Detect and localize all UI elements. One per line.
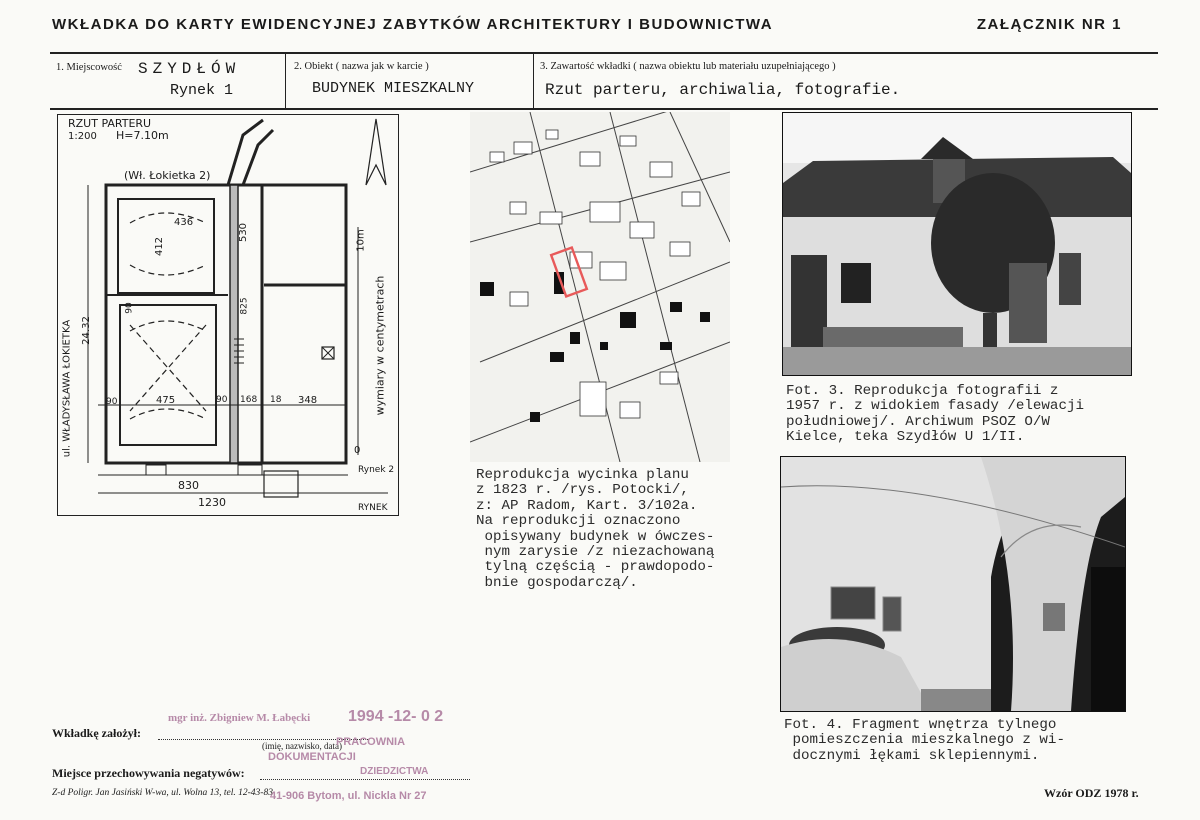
dim-label: 90 bbox=[106, 397, 118, 407]
floor-plan-svg bbox=[58, 115, 398, 515]
stamp-address: 41-906 Bytom, ul. Nickla Nr 27 bbox=[270, 790, 427, 802]
stamp-line: PRACOWNIA bbox=[336, 736, 406, 748]
dim-label: 18 bbox=[270, 395, 282, 405]
unit-note: wymiary w centymetrach bbox=[373, 275, 387, 416]
field-divider bbox=[533, 52, 534, 108]
dim-label: 475 bbox=[156, 395, 176, 406]
top-rule bbox=[50, 52, 1158, 54]
dim-label: 348 bbox=[298, 395, 318, 406]
photo-interior-svg bbox=[781, 457, 1125, 711]
dim-label: 830 bbox=[178, 479, 199, 492]
dim-label: 1230 bbox=[198, 496, 226, 509]
stamp-date: 1994 -12- 0 2 bbox=[348, 708, 444, 725]
address-value: Rynek 1 bbox=[170, 82, 234, 99]
dim-label: 436 bbox=[174, 217, 194, 228]
content-label: 3. Zawartość wkładki ( nazwa obiektu lub materiału uzupełniającego ) bbox=[540, 61, 836, 72]
locality-value: SZYDŁÓW bbox=[138, 60, 241, 78]
street-side-label: ul. WŁADYSŁAWA ŁOKIETKA bbox=[61, 319, 73, 458]
storage-line[interactable] bbox=[260, 779, 470, 780]
form-pattern: Wzór ODZ 1978 r. bbox=[1044, 786, 1139, 800]
storage-label: Miejsce przechowywania negatywów: bbox=[52, 766, 245, 780]
scale-bar-label: 10m bbox=[355, 229, 367, 252]
stamp-line: DOKUMENTACJI bbox=[268, 751, 356, 763]
floor-plan-drawing bbox=[57, 114, 399, 516]
content-value: Rzut parteru, archiwalia, fotografie. bbox=[545, 81, 901, 99]
dim-label: 90 bbox=[124, 302, 135, 314]
neighbour-label: (Wł. Łokietka 2) bbox=[124, 169, 211, 182]
stamp-line: DZIEDZICTWA bbox=[360, 766, 429, 777]
historic-map-svg bbox=[470, 112, 730, 462]
photo-facade-svg bbox=[783, 113, 1131, 375]
rynek2-label: Rynek 2 bbox=[358, 465, 395, 475]
plan-title: RZUT PARTERU bbox=[68, 117, 152, 130]
author-label: Wkładkę założył: bbox=[52, 726, 141, 740]
plan-scale: 1:200 bbox=[68, 131, 97, 142]
object-label: 2. Obiekt ( nazwa jak w karcie ) bbox=[294, 61, 429, 72]
printer-note: Z-d Poligr. Jan Jasiński W-wa, ul. Wolna 13, tel. 12-43-83 bbox=[52, 788, 273, 798]
attachment-number: ZAŁĄCZNIK NR 1 bbox=[976, 16, 1122, 33]
photo4-caption: Fot. 4. Fragment wnętrza tylnego pomieszczenia mieszkalnego z wi- docznymi łękami sklepiennymi. bbox=[784, 717, 1065, 764]
dim-label: 412 bbox=[154, 236, 166, 257]
dim-label: 825 bbox=[239, 297, 250, 315]
object-value: BUDYNEK MIESZKALNY bbox=[312, 80, 475, 97]
photo3-caption: Fot. 3. Reprodukcja fotografii z 1957 r. z widokiem fasady /elewacji południowej/. Archiwum PSOZ O/W Kielce, teka Szydłów U 1/II. bbox=[786, 383, 1084, 446]
total-depth-dim: 24.32 bbox=[80, 316, 92, 345]
dim-label: 530 bbox=[238, 222, 250, 243]
photo-facade bbox=[782, 112, 1132, 376]
author-hint: (imię, nazwisko, data) bbox=[262, 741, 342, 751]
historic-map bbox=[470, 112, 730, 462]
dim-label: 168 bbox=[240, 395, 258, 405]
photo-interior bbox=[780, 456, 1126, 712]
map-caption: Reprodukcja wycinka planu z 1823 r. /rys. Potocki/, z: AP Radom, Kart. 3/102a. Na reprodukcji oznaczono opisywany budynek w ówczes- nym zarysie /z niezachowaną tylną częścią - prawdopodo- bnie gospodarczą/. bbox=[476, 467, 715, 591]
scale-zero: 0 bbox=[354, 445, 361, 456]
locality-label: 1. Miejscowość bbox=[56, 62, 122, 73]
dim-label: 90 bbox=[216, 395, 228, 405]
form-title: WKŁADKA DO KARTY EWIDENCYJNEJ ZABYTKÓW ARCHITEKTURY I BUDOWNICTWA bbox=[52, 16, 774, 33]
rynek-label: RYNEK bbox=[358, 503, 388, 513]
fields-bottom-rule bbox=[50, 108, 1158, 110]
plan-height: H=7.10m bbox=[116, 129, 169, 142]
stamp-name: mgr inż. Zbigniew M. Łabęcki bbox=[168, 712, 311, 724]
field-divider bbox=[285, 52, 286, 108]
